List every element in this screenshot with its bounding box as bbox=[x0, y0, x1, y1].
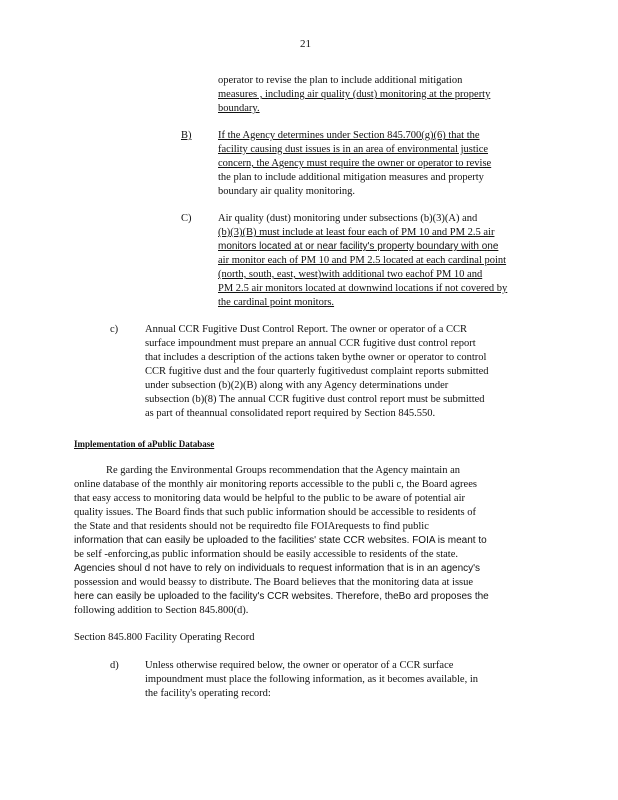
b-cont-line-2: measures , including air quality (dust) monitoring at the property bbox=[218, 89, 491, 100]
page-number: 21 bbox=[300, 38, 311, 50]
item-c-lower-line-4: CCR fugitive dust and the four quarterly fugitivedust complaint reports submitted bbox=[145, 366, 489, 377]
item-c-upper-line-5: (north, south, east, west)with additional two eachof PM 10 and bbox=[218, 269, 483, 280]
item-c-upper-label: C) bbox=[181, 213, 192, 224]
item-b-line-4: the plan to include additional mitigation measures and property bbox=[218, 172, 484, 183]
item-c-upper-line-4: air monitor each of PM 10 and PM 2.5 located at each cardinal point bbox=[218, 255, 507, 266]
paragraph-line-9: possession and would beassy to distribute. The Board believes that the monitoring data at issue bbox=[74, 577, 474, 588]
paragraph-line-1: Re garding the Environmental Groups recommendation that the Agency maintain an bbox=[106, 465, 460, 476]
item-c-lower-line-6: subsection (b)(8) The annual CCR fugitive dust control report must be submitted bbox=[145, 394, 485, 405]
paragraph-line-2: online database of the monthly air monitoring reports accessible to the publi c, the Board agrees bbox=[74, 479, 477, 490]
item-d-line-3: the facility's operating record: bbox=[145, 688, 271, 699]
item-c-upper-line-1: Air quality (dust) monitoring under subsections (b)(3)(A) and bbox=[218, 213, 478, 224]
item-b-line-1: If the Agency determines under Section 845.700(g)(6) that the bbox=[218, 130, 480, 141]
item-c-lower-line-2: surface impoundment must prepare an annual CCR fugitive dust control report bbox=[145, 338, 476, 349]
item-c-lower-line-3: that includes a description of the actions taken bythe owner or operator to control bbox=[145, 352, 487, 363]
item-d-label: d) bbox=[110, 660, 119, 671]
item-b-label: B) bbox=[181, 130, 192, 141]
item-b-line-5: boundary air quality monitoring. bbox=[218, 186, 356, 197]
b-cont-line-3: boundary. bbox=[218, 103, 260, 114]
item-b-line-3: concern, the Agency must require the owner or operator to revise bbox=[218, 158, 492, 169]
paragraph-line-6: information that can easily be uploaded to the facilities' state CCR websites. FOIA is meant to bbox=[74, 535, 487, 546]
paragraph-line-10: here can easily be uploaded to the facility's CCR websites. Therefore, theBo ard proposes the bbox=[74, 591, 489, 602]
item-b-line-2: facility causing dust issues is in an area of environmental justice bbox=[218, 144, 489, 155]
paragraph-line-3: that easy access to monitoring data would be helpful to the public to be aware of potential air bbox=[74, 493, 466, 504]
paragraph-line-5: the State and that residents should not be requiredto file FOIArequests to find public bbox=[74, 521, 429, 532]
paragraph-line-7: be self -enforcing,as public information should be easily accessible to residents of the state. bbox=[74, 549, 459, 560]
paragraph-line-8: Agencies shoul d not have to rely on individuals to request information that is in an agency's bbox=[74, 563, 481, 574]
b-cont-line-1: operator to revise the plan to include additional mitigation bbox=[218, 75, 463, 86]
paragraph-line-4: quality issues. The Board finds that such public information should be accessible to residents of bbox=[74, 507, 476, 518]
item-c-lower-label: c) bbox=[110, 324, 119, 335]
item-c-upper-line-2: (b)(3)(B) must include at least four each of PM 10 and PM 2.5 air bbox=[218, 227, 495, 238]
section-title-line: Section 845.800 Facility Operating Record bbox=[74, 632, 255, 643]
item-d-line-2: impoundment must place the following information, as it becomes available, in bbox=[145, 674, 479, 685]
item-c-upper-line-6: PM 2.5 air monitors located at downwind locations if not covered by bbox=[218, 283, 508, 294]
section-heading: Implementation of aPublic Database bbox=[74, 439, 215, 449]
item-c-lower-line-1: Annual CCR Fugitive Dust Control Report. The owner or operator of a CCR bbox=[145, 324, 468, 335]
item-c-lower-line-5: under subsection (b)(2)(B) along with any Agency determinations under bbox=[145, 380, 449, 391]
item-c-lower-line-7: as part of theannual consolidated report required by Section 845.550. bbox=[145, 408, 436, 419]
item-c-upper-line-3: monitors located at or near facility's property boundary with one bbox=[218, 241, 499, 252]
item-c-upper-line-7: the cardinal point monitors. bbox=[218, 297, 335, 308]
item-d-line-1: Unless otherwise required below, the owner or operator of a CCR surface bbox=[145, 660, 454, 671]
paragraph-line-11: following addition to Section 845.800(d). bbox=[74, 605, 249, 616]
